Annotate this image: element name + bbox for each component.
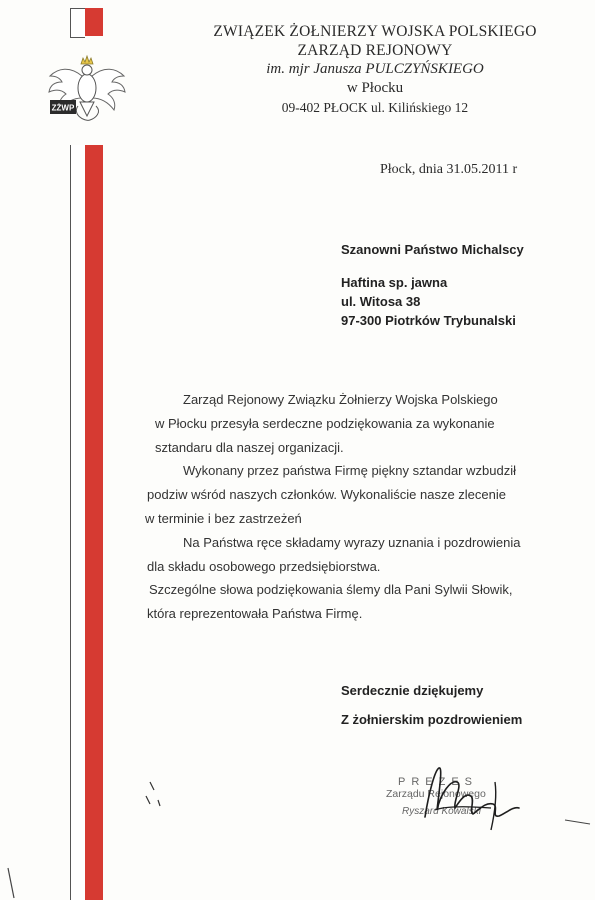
svg-text:ZŻWP: ZŻWP (51, 103, 75, 113)
body-line: w Płocku przesyła serdeczne podziękowania za wykonanie (155, 415, 495, 431)
recipient-block (341, 240, 524, 330)
polish-eagle-emblem-icon (44, 46, 130, 128)
recipient-city: 97-300 Piotrków Trybunalski (341, 313, 516, 328)
recipient-company: Haftina sp. jawna (341, 275, 448, 290)
body-line: Szczególne słowa podziękowania ślemy dla Pani Sylwii Słowik, (149, 582, 513, 598)
body-line: Wykonany przez państwa Firmę piękny sztandar wzbudził (183, 463, 516, 479)
board-name: ZARZĄD REJONOWY (297, 42, 453, 59)
body-line: która reprezentowała Państwa Firmę. (147, 606, 363, 622)
flag-red-stripe-top (85, 8, 103, 36)
city-line: w Płocku (346, 80, 404, 96)
stamp-name: Ryszard Kowalski (402, 806, 481, 817)
closing-thanks: Serdecznie dziękujemy (341, 683, 484, 698)
flag-white-stripe-top (70, 8, 85, 38)
patron-name: im. mjr Janusza PULCZYŃSKIEGO (266, 61, 484, 77)
letter-body (145, 388, 565, 626)
letterhead (180, 22, 570, 117)
stamp-title: PREZES (398, 776, 479, 788)
body-line: podziw wśród naszych członków. Wykonaliście nasze zlecenie (147, 487, 506, 503)
stamp-board: Zarządu Rejonowego (386, 788, 486, 800)
body-line: w terminie i bez zastrzeżeń (145, 510, 302, 526)
recipient-street: ul. Witosa 38 (341, 294, 421, 309)
address-line: 09-402 PŁOCK ul. Kilińskiego 12 (281, 100, 469, 115)
body-line: sztandaru dla naszej organizacji. (155, 439, 344, 455)
body-line: dla składu osobowego przedsiębiorstwa. (147, 558, 381, 574)
date-line: Płock, dnia 31.05.2011 r (380, 162, 518, 177)
closing-greeting: Z żołnierskim pozdrowieniem (341, 712, 523, 727)
closing-block (341, 683, 522, 741)
organization-name: ZWIĄZEK ŻOŁNIERZY WOJSKA POLSKIEGO (213, 23, 537, 40)
scan-marks (0, 760, 595, 900)
body-line: Na Państwa ręce składamy wyrazy uznania i pozdrowienia (183, 534, 521, 550)
body-line: Zarząd Rejonowy Związku Żołnierzy Wojska Polskiego (183, 392, 498, 407)
salutation: Szanowni Państwo Michalscy (341, 242, 524, 257)
